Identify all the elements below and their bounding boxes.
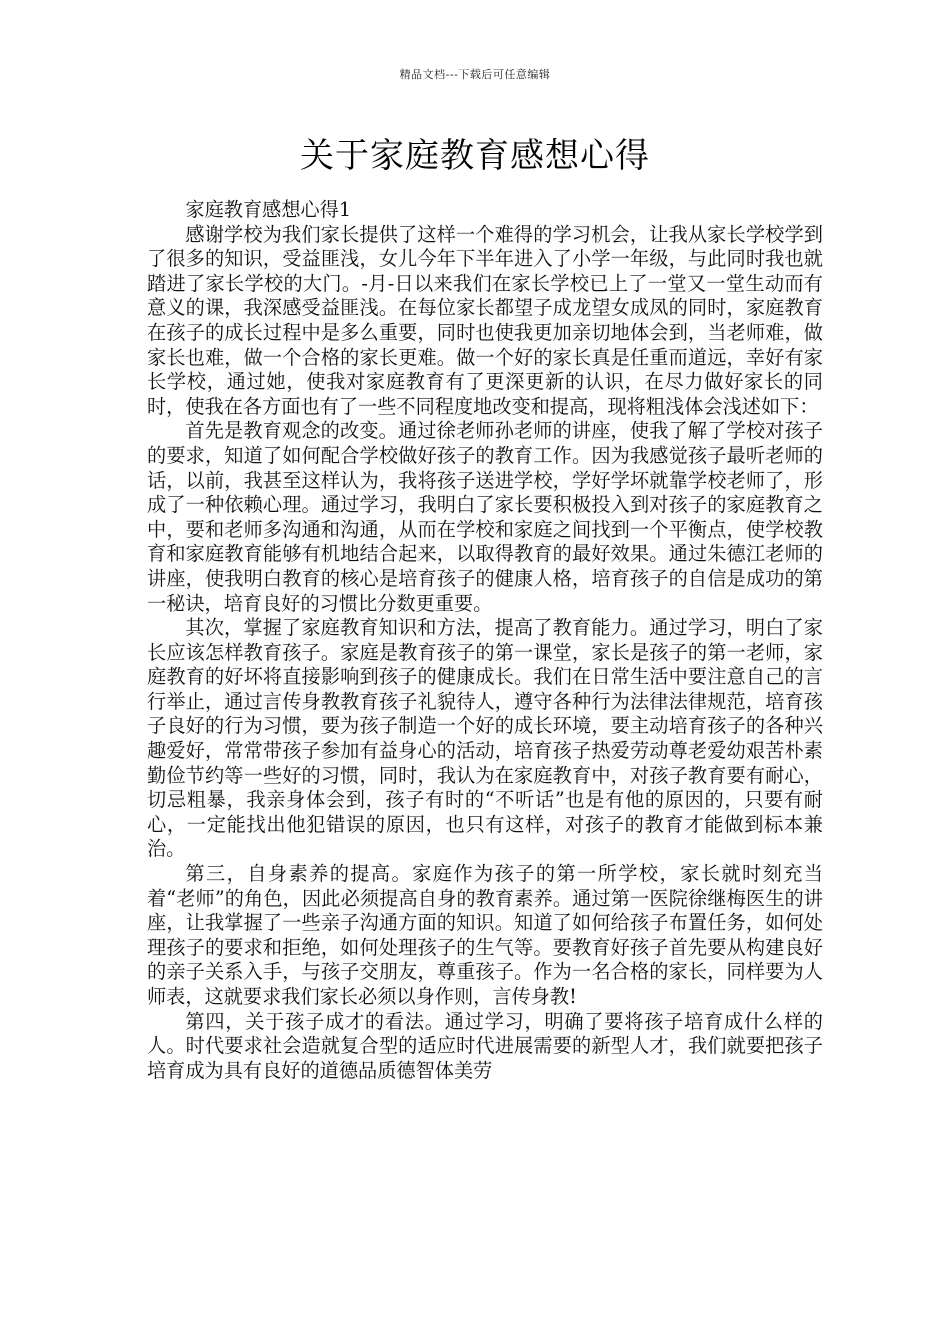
section-heading: 家庭教育感想心得1 [185, 198, 352, 221]
document-body [147, 198, 823, 1083]
paragraph-first: 首先是教育观念的改变。通过徐老师孙老师的讲座，使我了解了学校对孩子的要求，知道了如何配合学校做好孩子的教育工作。因为我感觉孩子最听老师的话，以前，我甚至这样认为，我将孩子送进学校，学好学坏就靠学校老师了，形成了一种依赖心理。通过学习，我明白了家长要积极投入到对孩子的家庭教育之中，要和老师多沟通和沟通，从而在学校和家庭之间找到一个平衡点，使学校教育和家庭教育能够有机地结合起来，以取得教育的最好效果。通过朱德江老师的讲座，使我明白教育的核心是培育孩子的健康人格，培育孩子的自信是成功的第一秘诀，培育良好的习惯比分数更重要。 [147, 419, 823, 615]
paragraph-fourth: 第四，关于孩子成才的看法。通过学习，明确了要将孩子培育成什么样的人。时代要求社会造就复合型的适应时代进展需要的新型人才，我们就要把孩子培育成为具有良好的道德品质德智体美劳 [147, 1009, 823, 1082]
paragraph-second: 其次，掌握了家庭教育知识和方法，提高了教育能力。通过学习，明白了家长应该怎样教育孩子。家庭是教育孩子的第一课堂，家长是孩子的第一老师，家庭教育的好坏将直接影响到孩子的健康成长。我们在日常生活中要注意自己的言行举止，通过言传身教教育孩子礼貌待人，遵守各种行为法律法律规范，培育孩子良好的行为习惯，要为孩子制造一个好的成长环境，要主动培育孩子的各种兴趣爱好，常常带孩子参加有益身心的活动，培育孩子热爱劳动尊老爱幼艰苦朴素勤俭节约等一些好的习惯，同时，我认为在家庭教育中，对孩子教育要有耐心，切忌粗暴，我亲身体会到，孩子有时的“不听话”也是有他的原因的，只要有耐心，一定能找出他犯错误的原因，也只有这样，对孩子的教育才能做到标本兼治。 [147, 616, 823, 861]
header-note: 精品文档---下载后可任意编辑 [399, 68, 551, 81]
paragraph-third: 第三，自身素养的提高。家庭作为孩子的第一所学校，家长就时刻充当着“老师”的角色，因此必须提高自身的教育素养。通过第一医院徐继梅医生的讲座，让我掌握了一些亲子沟通方面的知识。知道了如何给孩子布置任务，如何处理孩子的要求和拒绝，如何处理孩子的生气等。要教育好孩子首先要从构建良好的亲子关系入手，与孩子交朋友，尊重孩子。作为一名合格的家长，同样要为人师表，这就要求我们家长必须以身作则，言传身教! [147, 862, 823, 1008]
document-title: 关于家庭教育感想心得 [300, 136, 650, 176]
paragraph-intro: 感谢学校为我们家长提供了这样一个难得的学习机会，让我从家长学校学到了很多的知识，受益匪浅，女儿今年下半年进入了小学一年级，与此同时我也就踏进了家长学校的大门。-月-日以来我们在家长学校已上了一堂又一堂生动而有意义的课，我深感受益匪浅。在每位家长都望子成龙望女成凤的同时，家庭教育在孩子的成长过程中是多么重要，同时也使我更加亲切地体会到，当老师难，做家长也难，做一个合格的家长更难。做一个好的家长真是任重而道远，幸好有家长学校，通过她，使我对家庭教育有了更深更新的认识，在尽力做好家长的同时，使我在各方面也有了一些不同程度地改变和提高，现将粗浅体会浅述如下： [147, 222, 823, 418]
